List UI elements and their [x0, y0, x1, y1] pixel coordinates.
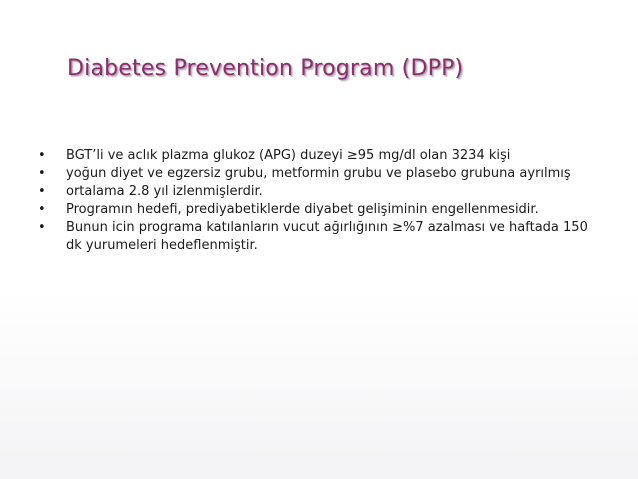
list-item: [38, 147, 598, 165]
list-item: [38, 201, 598, 219]
list-item: [38, 165, 598, 183]
bullet-icon: •: [38, 184, 46, 199]
bullet-list: [38, 147, 598, 255]
bullet-text: yoğun diyet ve egzersiz grubu, metformin grubu ve plasebo grubuna ayrılmış: [66, 166, 571, 181]
bullet-text: BGT’li ve aclık plazma glukoz (APG) duzeyi ≥95 mg/dl olan 3234 kişi: [66, 148, 511, 163]
slide-title: Diabetes Prevention Program (DPP): [67, 56, 464, 81]
bullet-icon: •: [38, 220, 46, 235]
bullet-icon: •: [38, 148, 46, 163]
list-item: [38, 219, 598, 255]
bullet-icon: •: [38, 202, 46, 217]
bullet-text: ortalama 2.8 yıl izlenmişlerdir.: [66, 184, 263, 199]
bullet-text: Programın hedefi, prediyabetiklerde diyabet gelişiminin engellenmesidir.: [66, 202, 539, 217]
bullet-icon: •: [38, 166, 46, 181]
list-item: [38, 183, 598, 201]
bullet-text: Bunun icin programa katılanların vucut ağırlığının ≥%7 azalması ve haftada 150 dk yurumeleri hedeflenmiştir.: [66, 220, 588, 253]
